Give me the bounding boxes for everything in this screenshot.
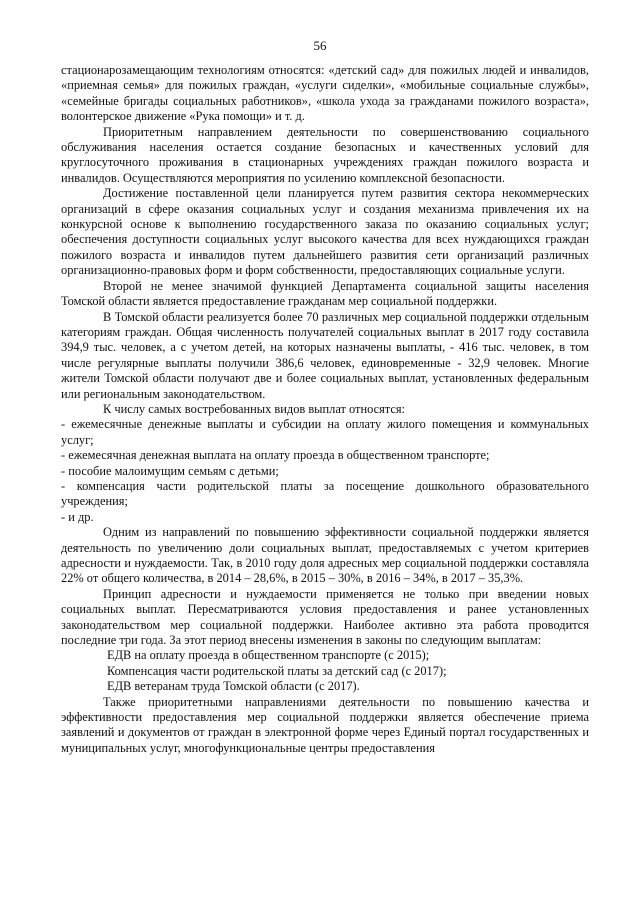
page-number: 56 bbox=[313, 38, 327, 53]
list-item: - ежемесячные денежные выплаты и субсидии на оплату жилого помещения и коммунальных услуг; bbox=[61, 417, 589, 447]
paragraph: Достижение поставленной цели планируется путем развития сектора некоммерческих организаций в сфере оказания социальных услуг и создания механизма привлечения их на конкурсной основе к выполнению государственного заказа по оказанию социальных услуг; обеспечения доступности социальных услуг высокого качества для всех нуждающихся граждан пожилого возраста и инвалидов путем дальнейшего развития сети организаций различных организационно-правовых форм и форм собственности, предоставляющих социальные услуги. bbox=[61, 186, 589, 278]
paragraph: ЕДВ ветеранам труда Томской области (с 2017). bbox=[107, 679, 360, 694]
paragraph: В Томской области реализуется более 70 различных мер социальной поддержки отдельным категориям граждан. Общая численность получателей социальных выплат в 2017 году составила 394,9 тыс. человек, а с учетом детей, на которых назначены выплаты, - 416 тыс. человек, в том числе регулярные выплаты получили 386,6 человек, единовременные - 32,9 человек. Многие жители Томской области получают две и более социальных выплат, установленных федеральным или региональным законодательством. bbox=[61, 309, 589, 401]
paragraph: стационарозамещающим технологиям относятся: «детский сад» для пожилых людей и инвалидов, «приемная семья» для пожилых граждан, «услуги сиделки», «мобильные социальные службы», «семейные бригады социальных работников», «школа ухода за гражданами пожилого возраста», волонтерское движение «Рука помощи» и т. д. bbox=[61, 63, 589, 124]
paragraph: Принцип адресности и нуждаемости применяется не только при введении новых социальных выплат. Пересматриваются условия предоставления и ранее установленных законодательством мер социальной поддержки. Наиболее активно эта работа проводится последние три года. За этот период внесены изменения в законы по следующим выплатам: bbox=[61, 586, 589, 648]
list-item: - и др. bbox=[61, 509, 94, 524]
paragraph: Компенсация части родительской платы за детский сад (с 2017); bbox=[107, 663, 447, 678]
list-item: - компенсация части родительской платы за посещение дошкольного образовательного учреждения; bbox=[61, 478, 589, 509]
paragraph: Также приоритетными направлениями деятельности по повышению качества и эффективности предоставления мер социальной поддержки является обеспечение приема заявлений и документов от граждан в электронной форме через Единый портал государственных и муниципальных услуг, многофункциональные центры предоставления bbox=[61, 694, 589, 755]
body-text bbox=[61, 63, 589, 756]
list-item: - ежемесячная денежная выплата на оплату проезда в общественном транспорте; bbox=[61, 448, 490, 463]
paragraph: Приоритетным направлением деятельности по совершенствованию социального обслуживания населения остается создание безопасных и качественных условий для круглосуточного проживания в стационарных учреждениях граждан пожилого возраста и инвалидов. Осуществляются мероприятия по усилению комплексной безопасности. bbox=[61, 124, 589, 185]
paragraph: ЕДВ на оплату проезда в общественном транспорте (с 2015); bbox=[107, 648, 430, 663]
paragraph: К числу самых востребованных видов выплат относятся: bbox=[103, 401, 406, 416]
paragraph: Второй не менее значимой функцией Департамента социальной защиты населения Томской области является предоставление гражданам мер социальной поддержки. bbox=[61, 278, 589, 309]
paragraph: Одним из направлений по повышению эффективности социальной поддержки является деятельность по увеличению доли социальных выплат, предоставляемых с учетом критериев адресности и нуждаемости. Так, в 2010 году доля адресных мер социальной поддержки составляла 22% от общего количества, в 2014 – 28,6%, в 2015 – 30%, в 2016 – 34%, в 2017 – 35,3%. bbox=[61, 525, 589, 586]
list-item: - пособие малоимущим семьям с детьми; bbox=[61, 463, 279, 478]
